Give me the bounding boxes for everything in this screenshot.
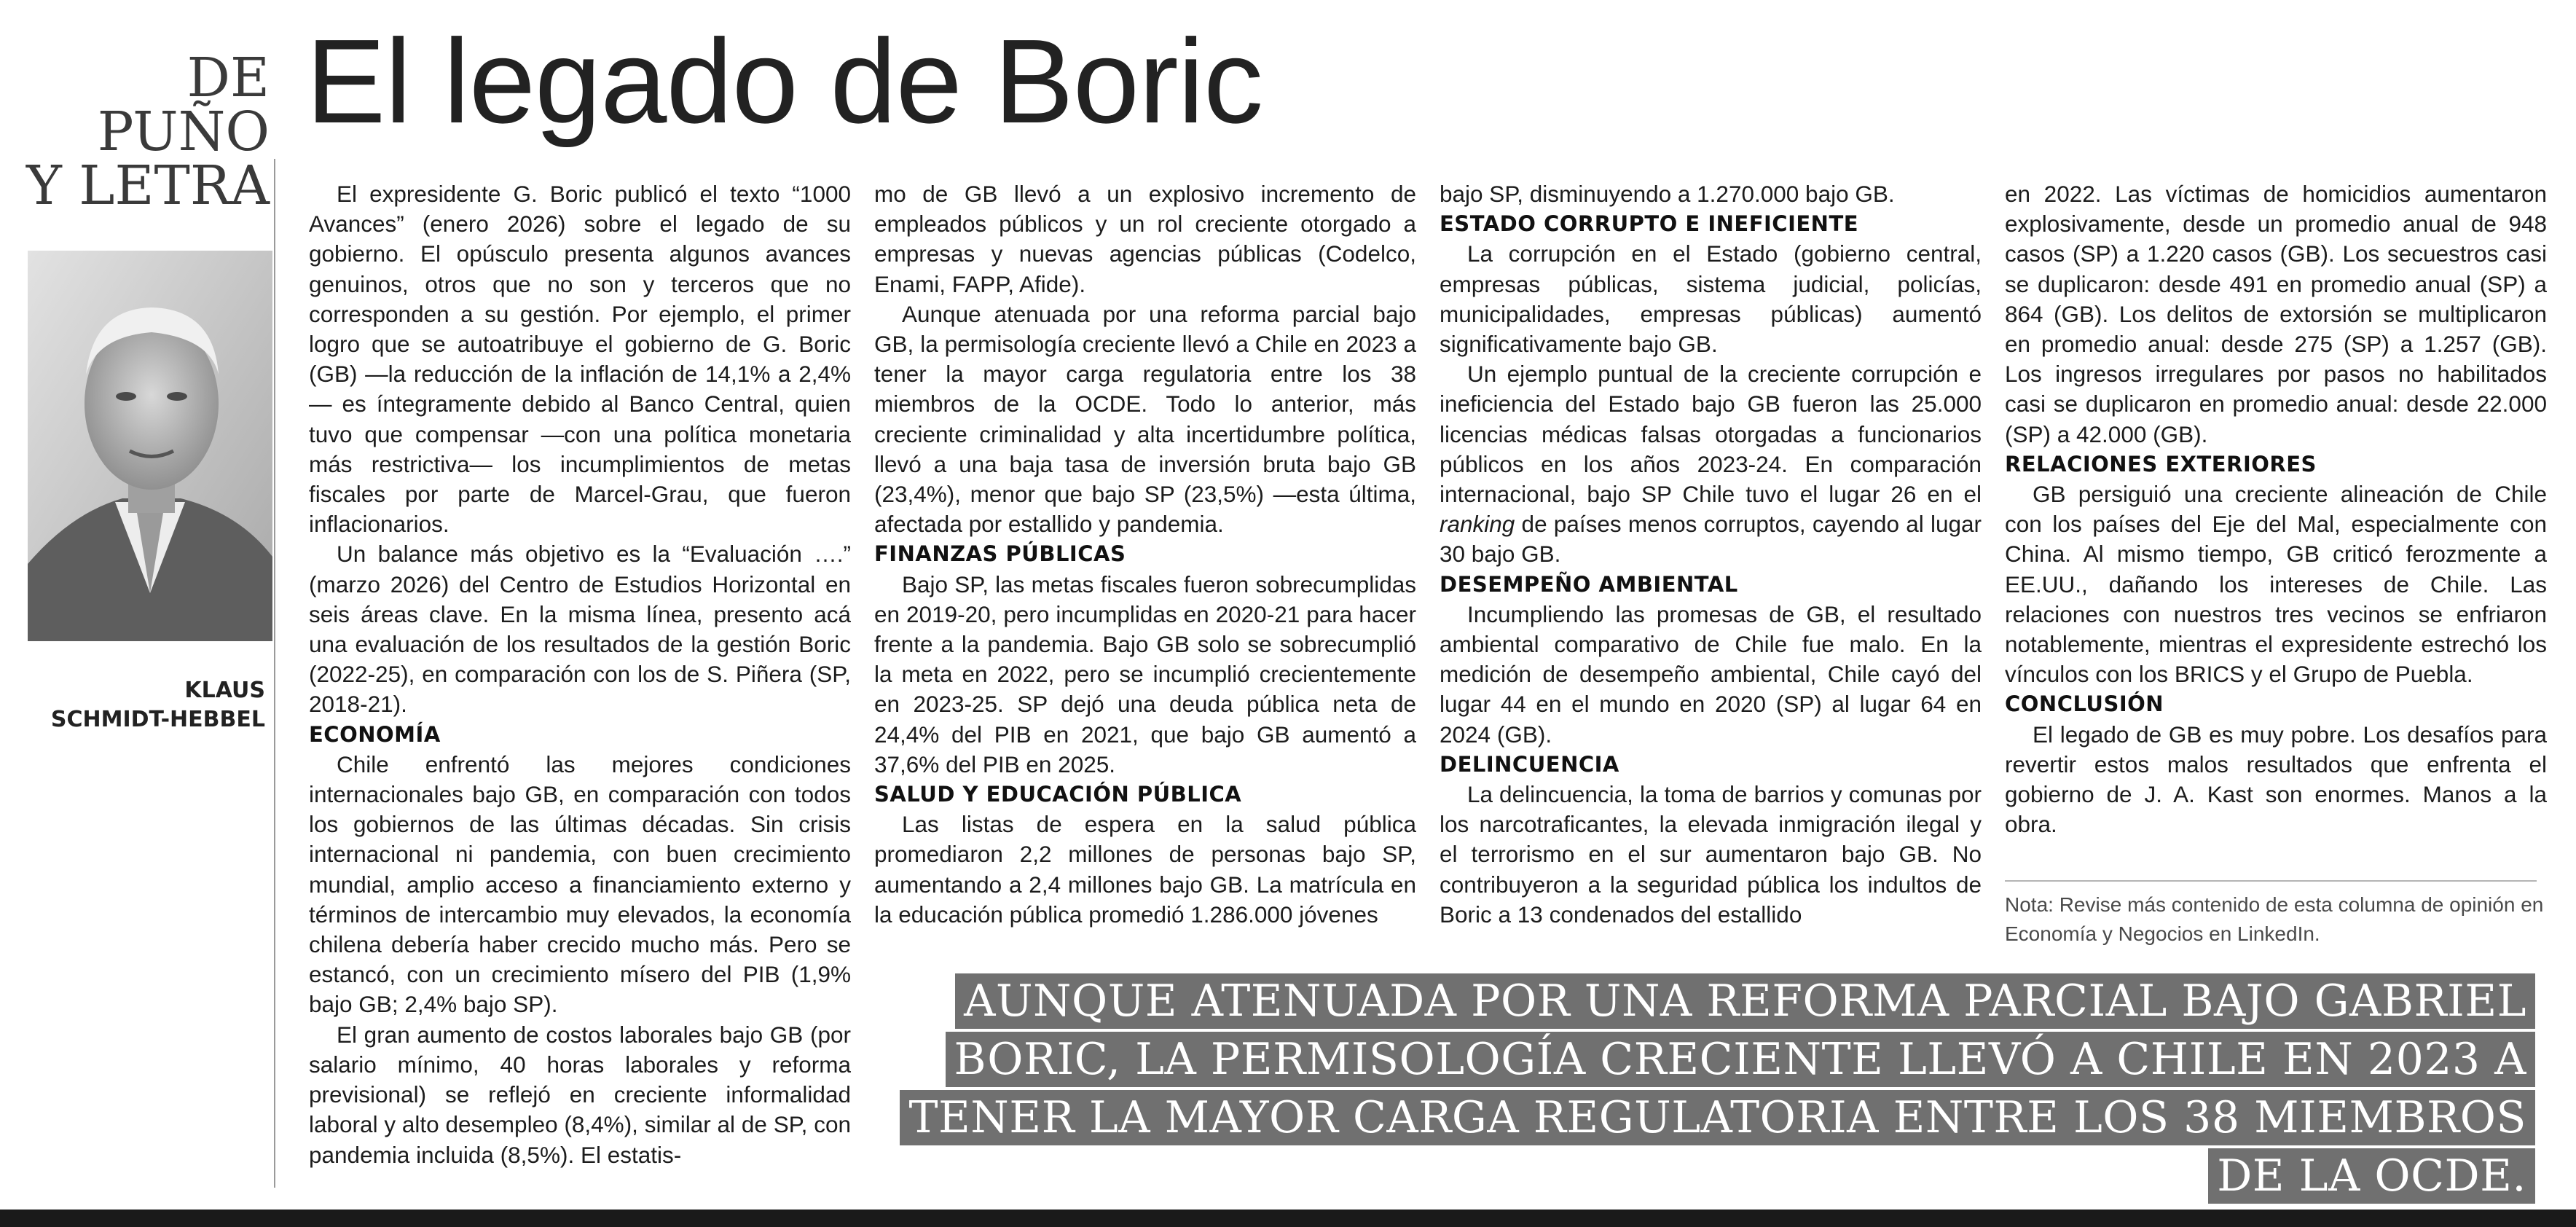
paragraph: Aunque atenuada por una reforma parcial bajo GB, la permisología creciente llevó a Chile en 2023 a tener la mayor carga regulatoria entre los 38 miembros de la OCDE. Todo lo anterior, más creciente criminalidad y alta incertidumbre política, llevó a una baja tasa de inversión bruta bajo GB (23,4%), menor que bajo SP (23,5%) —esta última, afectada por estallido y pandemia. [874, 300, 1416, 538]
subhead-desempeno-ambiental: DESEMPEÑO AMBIENTAL [1440, 571, 1738, 597]
author-photo [28, 251, 272, 641]
author-last-name: SCHMIDT-HEBBEL [50, 707, 265, 732]
subhead-finanzas-publicas: FINANZAS PÚBLICAS [874, 541, 1126, 567]
paragraph: La delincuencia, la toma de barrios y comunas por los narcotraficantes, la elevada inmigración ilegal y el terrorismo en el sur aumentaron bajo GB. No contribuyeron a la seguridad pública los indultos de Boric a 13 condenados del estallido [1440, 781, 1982, 928]
paragraph-text: Un ejemplo puntual de la creciente corrupción e ineficiencia del Estado bajo GB fueron las 25.000 licencias médicas falsas otorgadas a funcionarios públicos en los años 2023-24. En comparación internacional, bajo SP Chile tuvo el lugar 26 en el [1440, 361, 1982, 508]
section-label-line3: Y LETRA [25, 154, 270, 217]
pull-quote-line: TENER LA MAYOR CARGA REGULATORIA ENTRE LOS 38 MIEMBROS [900, 1090, 2535, 1145]
paragraph-text: de países menos corruptos, cayendo al lugar 30 bajo GB. [1440, 511, 1982, 568]
paragraph: mo de GB llevó a un explosivo incremento de empleados públicos y un rol creciente otorgado a empresas y nuevas agencias públicas (Codelco, Enami, FAPP, Afide). [874, 181, 1416, 297]
paragraph [1440, 359, 1982, 569]
paragraph: El gran aumento de costos laborales bajo GB (por salario mínimo, 40 horas laborales y reforma previsional) se reflejó en creciente informalidad laboral y alto desempleo (8,4%), similar al de SP, con pandemia incluida (8,5%). El estatis- [309, 1021, 851, 1168]
subhead-economia: ECONOMÍA [309, 721, 441, 747]
subhead-relaciones-exteriores: RELACIONES EXTERIORES [2005, 451, 2317, 477]
author-portrait-image [28, 251, 272, 641]
article-column-2 [874, 179, 1416, 930]
subhead-conclusion: CONCLUSIÓN [2005, 691, 2164, 717]
paragraph: GB persiguió una creciente alineación de Chile con los países del Eje del Mal, especialmente con China. Al mismo tiempo, GB criticó ferozmente a EE.UU., dañando los intereses de Chile. Las relaciones con nuestros tres vecinos se enfriaron notablemente, mientras el expresidente estrechó los vínculos con los BRICS y el Grupo de Puebla. [2005, 481, 2547, 688]
subhead-salud-educacion: SALUD Y EDUCACIÓN PÚBLICA [874, 782, 1242, 807]
paragraph: Chile enfrentó las mejores condiciones internacionales bajo GB, en comparación con todos los gobiernos de las últimas décadas. Sin crisis internacional ni pandemia, con buen crecimiento mundial, amplio acceso a financiamiento externo y términos de intercambio muy elevados, la economía chilena debería haber crecido mucho más. Pero se estancó, con un crecimiento mísero del PIB (1,9% bajo GB; 2,4% bajo SP). [309, 750, 851, 1018]
subhead-delincuencia: DELINCUENCIA [1440, 751, 1619, 777]
author-note: Nota: Revise más contenido de esta columna de opinión en Economía y Negocios en LinkedIn. [2005, 893, 2544, 945]
paragraph: bajo SP, disminuyendo a 1.270.000 bajo GB. [1440, 181, 1895, 207]
article-column-1 [309, 179, 851, 1170]
pull-quote-line: DE LA OCDE. [2208, 1148, 2535, 1204]
headline: El legado de Boric [306, 15, 1263, 148]
paragraph: La corrupción en el Estado (gobierno central, empresas públicas, sistema judicial, policías, municipalidades, empresas públicas) aumentó significativamente bajo GB. [1440, 240, 1982, 358]
paragraph: El legado de GB es muy pobre. Los desafíos para revertir estos malos resultados que enfrenta el gobierno de J. A. Kast son enormes. Manos a la obra. [2005, 721, 2547, 838]
article-column-4 [2005, 179, 2547, 839]
page-bottom-rule [0, 1210, 2576, 1227]
paragraph: El expresidente G. Boric publicó el texto “1000 Avances” (enero 2026) sobre el legado de su gobierno. El opúsculo presenta algunos avances genuinos, otros que no son y terceros que no corresponden a su gestión. Por ejemplo, el primer logro que se autoatribuye el gobierno de G. Boric (GB) —la reducción de la inflación de 14,1% a 2,4%— es íntegramente debido al Banco Central, quien tuvo que compensar —con una política monetaria más restrictiva— los incumplimientos de metas fiscales por parte de Marcel-Grau, que fueron inflacionarios. [309, 181, 851, 538]
section-label-line1: DE [186, 47, 270, 109]
column-divider [274, 159, 275, 1188]
section-label-line2: PUÑO [97, 101, 270, 163]
author-first-name: KLAUS [184, 678, 265, 703]
section-label [7, 47, 270, 217]
article-column-3 [1440, 179, 1982, 930]
emphasis-text: ranking [1440, 511, 1515, 538]
paragraph: Incumpliendo las promesas de GB, el resultado ambiental comparativo de Chile fue malo. En la medición de desempeño ambiental, Chile cayó del lugar 44 en el mundo en 2020 (SP) al lugar 64 en 2024 (GB). [1440, 600, 1982, 748]
note-divider [2005, 880, 2537, 882]
paragraph: en 2022. Las víctimas de homicidios aumentaron explosivamente, desde un promedio anual de 948 casos (SP) a 1.220 casos (GB). Los secuestros casi se duplicaron: desde 491 en promedio anual (SP) a 864 (GB). Los delitos de extorsión se multiplicaron en promedio anual: desde 275 (SP) a 1.257 (GB). Los ingresos irregulares por pasos no habilitados casi se duplicaron en promedio anual: desde 22.000 (SP) a 42.000 (GB). [2005, 181, 2547, 447]
paragraph: Un balance más objetivo es la “Evaluación ….” (marzo 2026) del Centro de Estudios Horizontal en seis áreas clave. En la misma línea, presento acá una evaluación de los resultados de la gestión Boric (2022-25), en comparación con los de S. Piñera (SP, 2018-21). [309, 541, 851, 718]
pull-quote-line: BORIC, LA PERMISOLOGÍA CRECIENTE LLEVÓ A CHILE EN 2023 A [946, 1032, 2536, 1087]
paragraph: Las listas de espera en la salud pública promediaron 2,2 millones de personas bajo SP, aumentando a 2,4 millones bajo GB. La matrícula en la educación pública promedió 1.286.000 jóvenes [874, 811, 1416, 928]
pull-quote-line: AUNQUE ATENUADA POR UNA REFORMA PARCIAL BAJO GABRIEL [955, 973, 2535, 1029]
subhead-estado-corrupto: ESTADO CORRUPTO E INEFICIENTE [1440, 211, 1859, 237]
author-byline [15, 676, 265, 734]
paragraph: Bajo SP, las metas fiscales fueron sobrecumplidas en 2019-20, pero incumplidas en 2020-21 para hacer frente a la pandemia. Bajo GB solo se sobrecumplió la meta en 2022, pero se incumplió crecientemente en 2023-25. SP dejó una deuda pública neta de 24,4% del PIB en 2021, que bajo GB aumentó a 37,6% del PIB en 2025. [874, 571, 1416, 777]
